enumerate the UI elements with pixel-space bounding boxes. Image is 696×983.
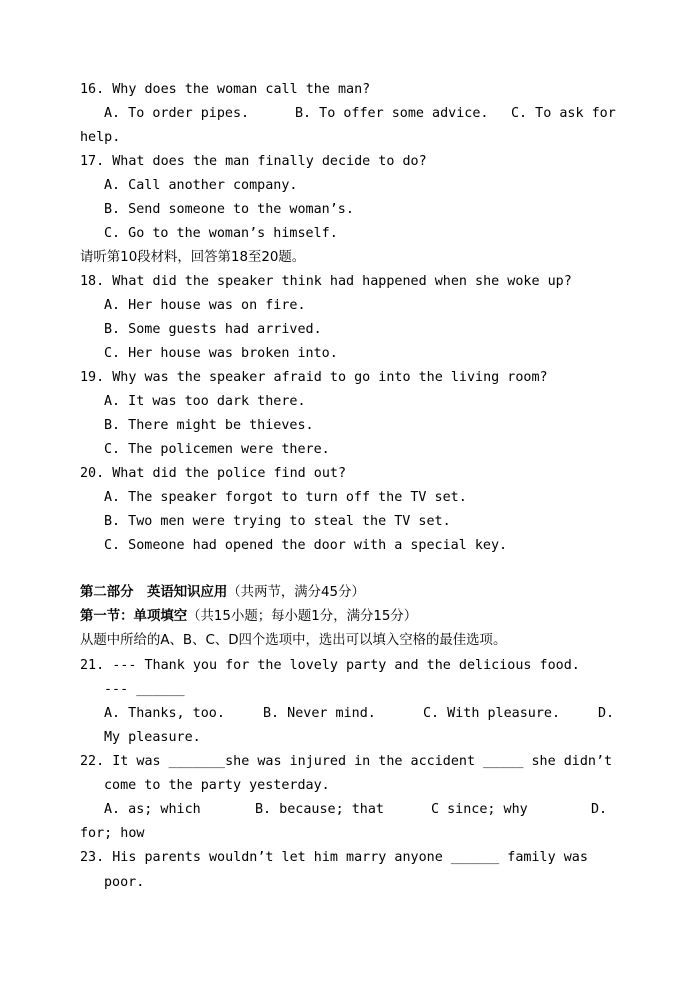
question-21: 21. --- Thank you for the lovely party and the delicious food. bbox=[80, 658, 580, 673]
q17-option-b: B. Send someone to the woman’s. bbox=[104, 202, 354, 217]
question-22-continued: come to the party yesterday. bbox=[104, 778, 330, 793]
part-two-score: （共两节，满分45分） bbox=[227, 585, 365, 600]
question-17: 17. What does the man finally decide to do? bbox=[80, 154, 427, 169]
q21-option-c: C. With pleasure. bbox=[423, 706, 561, 721]
q19-option-c: C. The policemen were there. bbox=[104, 442, 330, 457]
q19-option-a: A. It was too dark there. bbox=[104, 394, 306, 409]
q18-option-a: A. Her house was on fire. bbox=[104, 298, 306, 313]
section-one-score: （共15小题；每小题1分，满分15分） bbox=[187, 609, 418, 624]
q16-option-a: A. To order pipes. bbox=[104, 106, 250, 121]
part-two-heading bbox=[80, 583, 365, 603]
q17-option-c: C. Go to the woman’s himself. bbox=[104, 226, 338, 241]
question-23-continued: poor. bbox=[104, 875, 145, 890]
question-18: 18. What did the speaker think had happened when she woke up? bbox=[80, 274, 572, 289]
q21-reply-blank: --- ______ bbox=[104, 682, 185, 697]
q18-option-c: C. Her house was broken into. bbox=[104, 346, 338, 361]
q20-option-b: B. Two men were trying to steal the TV set. bbox=[104, 514, 451, 529]
q21-option-d-continued: My pleasure. bbox=[104, 730, 201, 745]
q21-option-a: A. Thanks, too. bbox=[104, 706, 225, 721]
q18-option-b: B. Some guests had arrived. bbox=[104, 322, 322, 337]
q17-option-a: A. Call another company. bbox=[104, 178, 298, 193]
q22-option-d: D. bbox=[591, 802, 608, 817]
part-two-title: 第二部分 英语知识应用 bbox=[80, 585, 228, 600]
q21-option-b: B. Never mind. bbox=[263, 706, 376, 721]
question-20: 20. What did the police find out? bbox=[80, 466, 347, 481]
question-22: 22. It was _______she was injured in the accident _____ she didn’t bbox=[80, 754, 613, 769]
q16-option-b: B. To offer some advice. bbox=[295, 106, 489, 121]
q20-option-a: A. The speaker forgot to turn off the TV set. bbox=[104, 490, 467, 505]
q16-option-c-continued: help. bbox=[80, 130, 121, 145]
question-16: 16. Why does the woman call the man? bbox=[80, 82, 371, 97]
section-one-heading bbox=[80, 607, 417, 627]
section-one-instruction: 从题中所给的A、B、C、D四个选项中，选出可以填入空格的最佳选项。 bbox=[80, 633, 507, 648]
section-one-title: 第一节：单项填空 bbox=[80, 609, 188, 624]
q22-option-c: C since; why bbox=[431, 802, 528, 817]
q22-option-b: B. because; that bbox=[255, 802, 384, 817]
q22-option-d-continued: for; how bbox=[80, 826, 145, 841]
question-23: 23. His parents wouldn’t let him marry anyone ______ family was bbox=[80, 850, 588, 865]
q21-option-d: D. bbox=[598, 706, 615, 721]
q16-option-c: C. To ask for bbox=[511, 106, 616, 121]
q20-option-c: C. Someone had opened the door with a special key. bbox=[104, 538, 508, 553]
question-19: 19. Why was the speaker afraid to go into the living room? bbox=[80, 370, 548, 385]
q22-option-a: A. as; which bbox=[104, 802, 201, 817]
q19-option-b: B. There might be thieves. bbox=[104, 418, 314, 433]
section-instruction: 请听第10段材料，回答第18至20题。 bbox=[80, 250, 306, 265]
